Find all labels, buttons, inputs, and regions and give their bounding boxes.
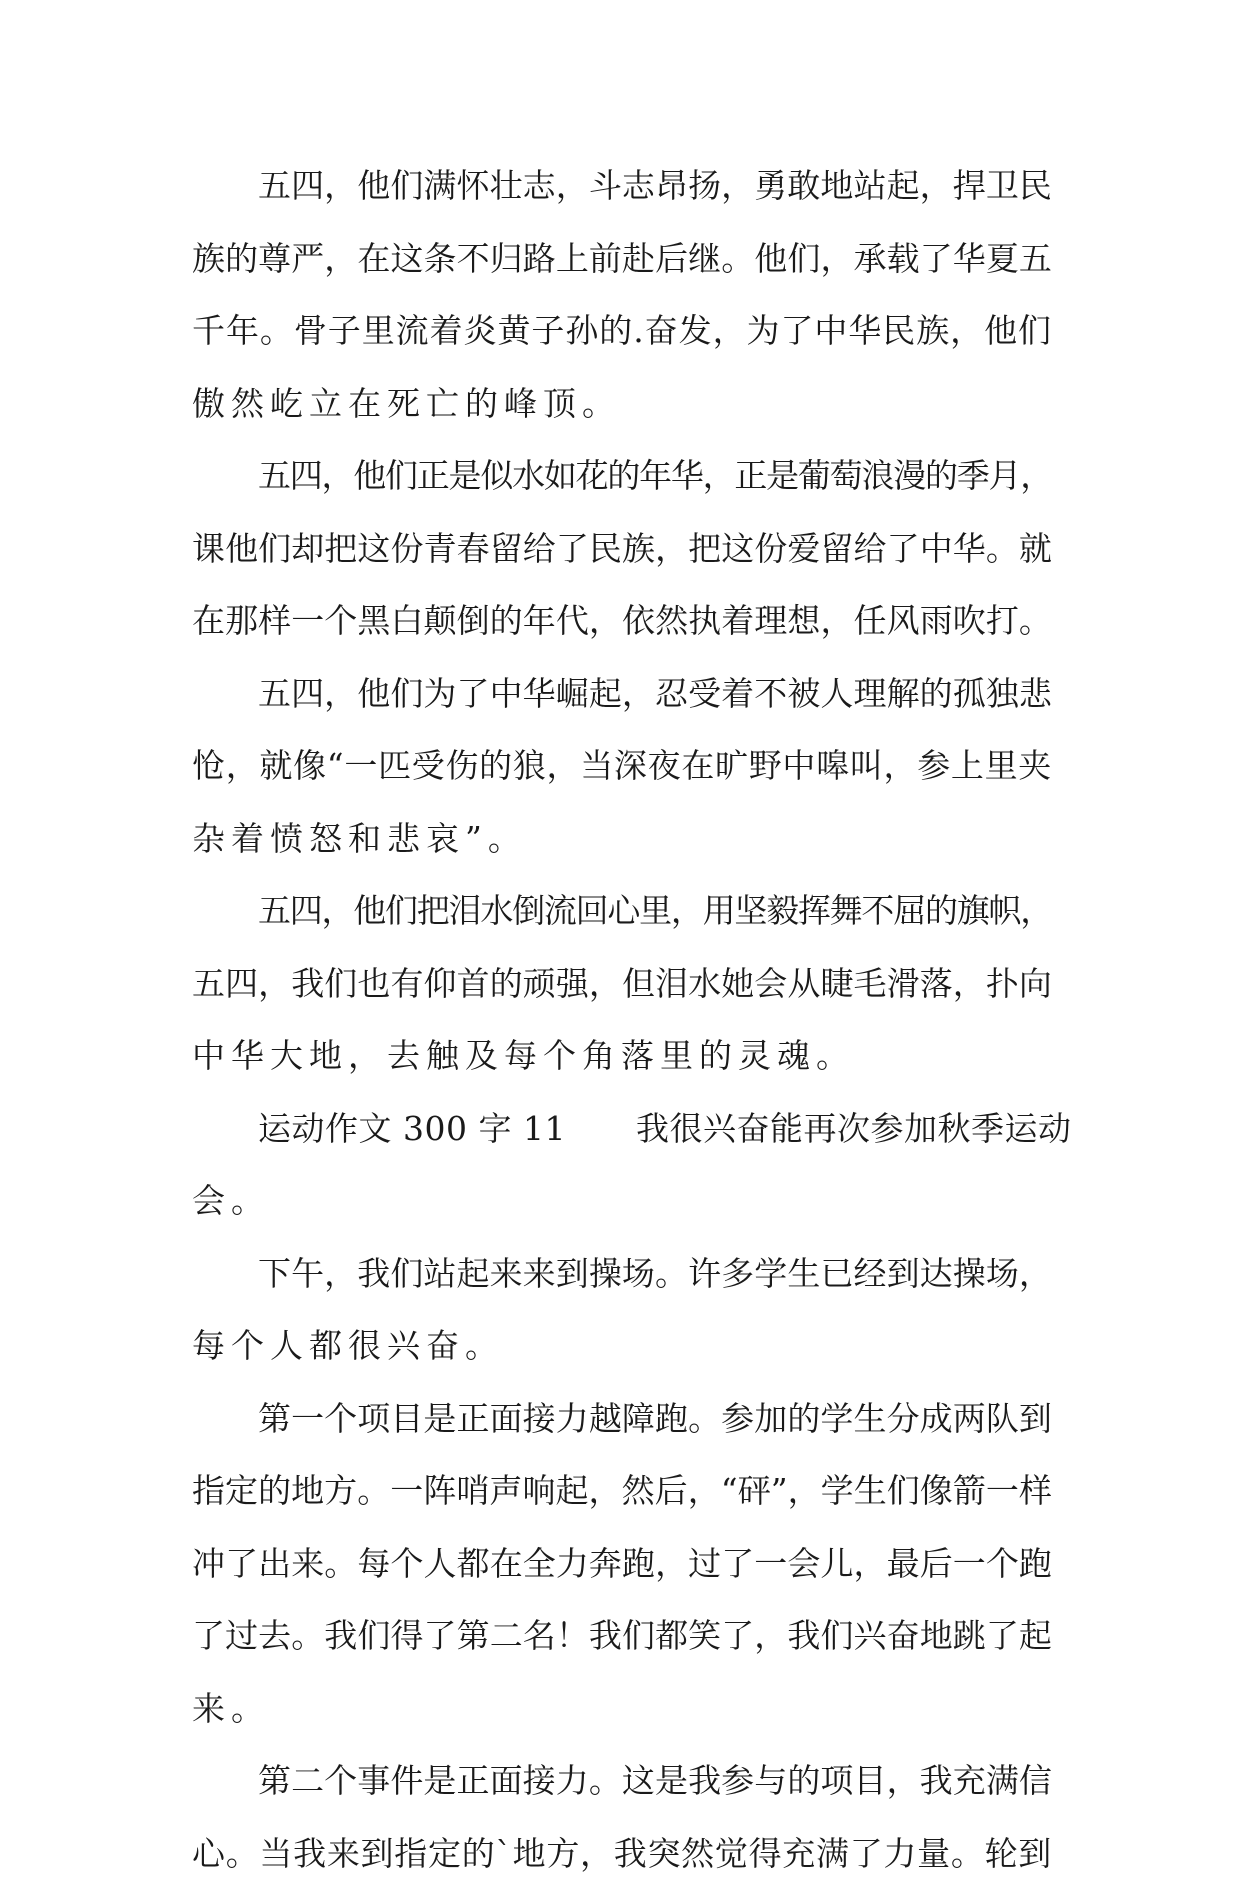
paragraph-line: 每个人都很兴奋。 xyxy=(192,1320,1052,1393)
paragraph-line: 第二个事件是正面接力。这是我参与的项目，我充满信 xyxy=(192,1755,1052,1828)
section-heading-line xyxy=(192,1103,1052,1176)
paragraph-line: 在那样一个黑白颠倒的年代，依然执着理想，任风雨吹打。 xyxy=(192,595,1052,668)
paragraph-line: 千年。骨子里流着炎黄子孙的.奋发，为了中华民族，他们 xyxy=(192,305,1052,378)
paragraph-line: 心。当我来到指定的`地方，我突然觉得充满了力量。轮到 xyxy=(192,1828,1052,1900)
paragraph-line: 五四，他们正是似水如花的年华，正是葡萄浪漫的季月， xyxy=(192,450,1052,523)
paragraph-line: 来。 xyxy=(192,1683,1052,1756)
paragraph-line: 中华大地，去触及每个角落里的灵魂。 xyxy=(192,1030,1052,1103)
paragraph-line: 指定的地方。一阵哨声响起，然后，“砰”，学生们像箭一样 xyxy=(192,1465,1052,1538)
paragraph-line: 五四，他们满怀壮志，斗志昂扬，勇敢地站起，捍卫民 xyxy=(192,160,1052,233)
paragraph-line: 会。 xyxy=(192,1175,1052,1248)
paragraph-line: 了过去。我们得了第二名！我们都笑了，我们兴奋地跳了起 xyxy=(192,1610,1052,1683)
paragraph-line: 五四，我们也有仰首的顽强，但泪水她会从睫毛滑落，扑向 xyxy=(192,958,1052,1031)
section-title: 运动作文 300 字 11 xyxy=(258,1109,566,1148)
paragraph-line: 五四，他们为了中华崛起，忍受着不被人理解的孤独悲 xyxy=(192,668,1052,741)
document-body xyxy=(192,160,1052,1900)
paragraph-line: 族的尊严，在这条不归路上前赴后继。他们，承载了华夏五 xyxy=(192,233,1052,306)
paragraph-line: 傲然屹立在死亡的峰顶。 xyxy=(192,378,1052,451)
paragraph-line: 五四，他们把泪水倒流回心里，用坚毅挥舞不屈的旗帜， xyxy=(192,885,1052,958)
paragraph-line: 课他们却把这份青春留给了民族，把这份爱留给了中华。就 xyxy=(192,523,1052,596)
paragraph-line: 下午，我们站起来来到操场。许多学生已经到达操场， xyxy=(192,1248,1052,1321)
paragraph-line: 怆，就像“一匹受伤的狼，当深夜在旷野中嗥叫，参上里夹 xyxy=(192,740,1052,813)
paragraph-line: 冲了出来。每个人都在全力奔跑，过了一会儿，最后一个跑 xyxy=(192,1538,1052,1611)
section-first-sentence: 我很兴奋能再次参加秋季运动 xyxy=(636,1109,1072,1148)
paragraph-line: 杂着愤怒和悲哀”。 xyxy=(192,813,1052,886)
paragraph-line: 第一个项目是正面接力越障跑。参加的学生分成两队到 xyxy=(192,1393,1052,1466)
